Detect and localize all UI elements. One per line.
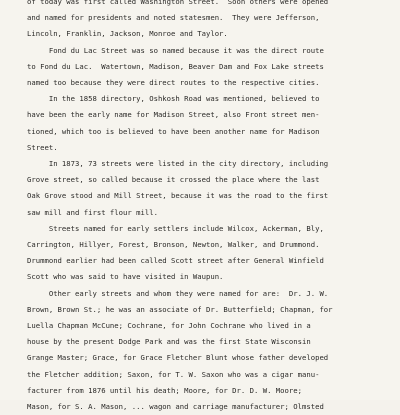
text-line: Grove street, so called because it crossed the place where the last — [27, 175, 320, 185]
text-line: to Fond du Lac. Watertown, Madison, Beaver Dam and Fox Lake streets — [27, 61, 324, 71]
text-line: of today was first called Washington Street. Soon others were opened — [27, 0, 329, 6]
text-line: Brown, Brown St.; he was an associate of Dr. Butterfield; Chapman, for — [27, 304, 333, 314]
text-line: In the 1858 directory, Oshkosh Road was mentioned, believed to — [27, 94, 320, 104]
text-line: Grange Master; Grace, for Grace Fletcher Blunt whose father developed — [27, 353, 329, 363]
text-line: Street. — [27, 142, 58, 152]
text-line: Streets named for early settlers include Wilcox, Ackerman, Bly, — [27, 223, 324, 233]
text-line: house by the present Dodge Park and was the first State Wisconsin — [27, 337, 311, 347]
text-line: the Fletcher addition; Saxon, for T. W. Saxon who was a cigar manu- — [27, 369, 320, 379]
text-line: Other early streets and whom they were named for are: Dr. J. W. — [27, 288, 329, 298]
text-line: Luella Chapman McCune; Cochrane, for John Cochrane who lived in a — [27, 321, 311, 331]
text-line: Scott who was said to have visited in Waupun. — [27, 272, 224, 282]
document-body — [27, 0, 393, 415]
text-line: named too because they were direct routes to the respective cities. — [27, 78, 320, 88]
text-line: and named for presidents and noted statesmen. They were Jefferson, — [27, 13, 320, 23]
text-line: Carrington, Hillyer, Forest, Bronson, Newton, Walker, and Drummond. — [27, 240, 320, 250]
text-line: Oak Grove stood and Mill Street, because it was the road to the first — [27, 191, 329, 201]
text-line: Fond du Lac Street was so named because it was the direct route — [27, 45, 324, 55]
text-line: saw mill and first flour mill. — [27, 207, 158, 217]
text-line: facturer from 1876 until his death; Moore, for Dr. D. W. Moore; — [27, 385, 302, 395]
text-line: Mason, for S. A. Mason, ... wagon and carriage manufacturer; Olmsted — [27, 402, 324, 412]
text-line: Drummond earlier had been called Scott street after General Winfield — [27, 256, 324, 266]
text-line: Lincoln, Franklin, Jackson, Monroe and Taylor. — [27, 29, 228, 39]
text-line: In 1873, 73 streets were listed in the city directory, including — [27, 159, 329, 169]
text-line: have been the early name for Madison Street, also Front street men- — [27, 110, 320, 120]
text-line: tioned, which too is believed to have been another name for Madison — [27, 126, 320, 136]
